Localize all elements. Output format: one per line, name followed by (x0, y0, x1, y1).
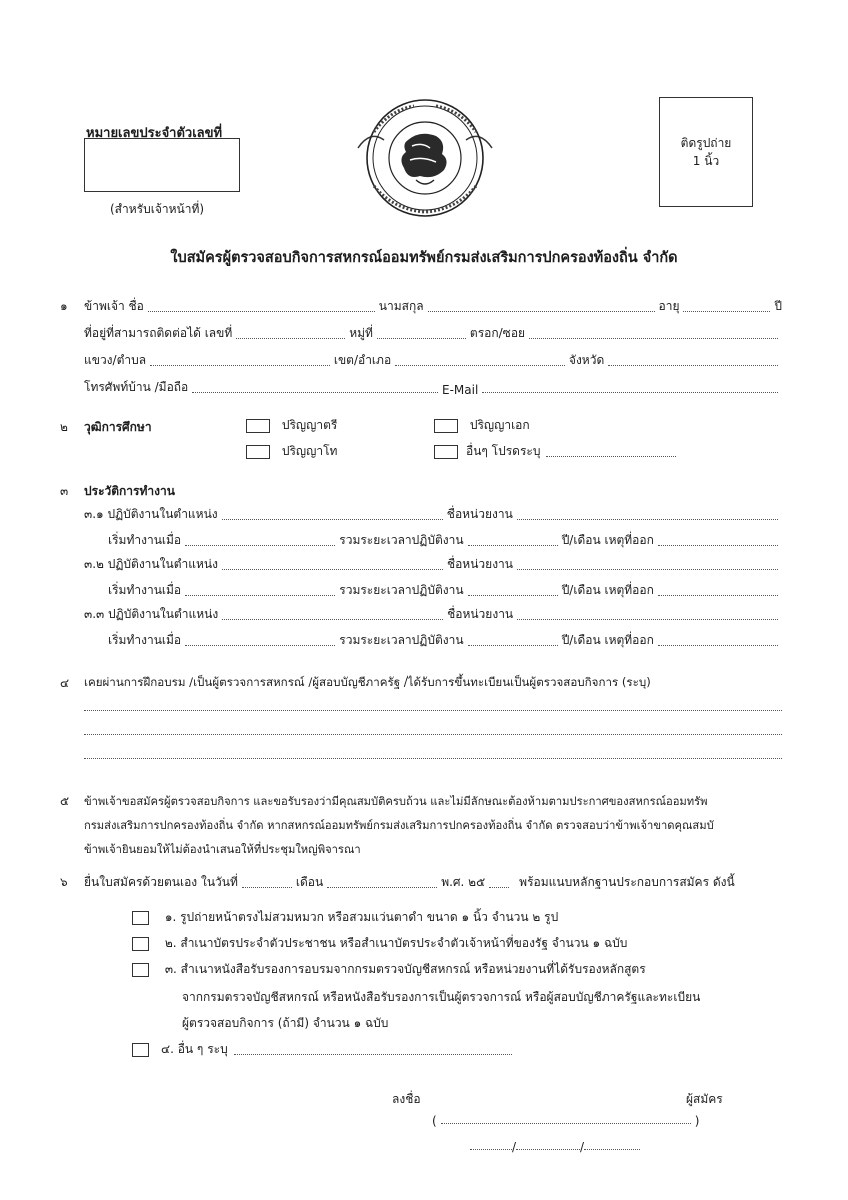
section1-row3 (84, 352, 782, 370)
first-name-field[interactable] (148, 311, 375, 312)
job1-start-field[interactable] (185, 545, 335, 546)
soi-label: ตรอก/ซอย (469, 326, 526, 340)
training-field-line2[interactable] (84, 734, 782, 735)
section6-tail: พร้อมแนบหลักฐานประกอบการสมัคร ดังนี้ (519, 875, 735, 889)
job1-total-field[interactable] (468, 545, 558, 546)
section6-year-label: พ.ศ. ๒๕ (441, 875, 486, 889)
attachment-1-checkbox[interactable] (132, 911, 149, 925)
attachment-2[interactable] (132, 934, 627, 953)
section6-number: ๖ (60, 875, 68, 889)
province-label: จังหวัด (568, 353, 605, 367)
attachment-3[interactable] (132, 960, 646, 979)
training-field-line3[interactable] (84, 758, 782, 759)
job2-detail-row (108, 582, 782, 600)
attachment-4-checkbox[interactable] (132, 1043, 149, 1057)
applicant-printed-name-field[interactable] (441, 1123, 691, 1124)
province-field[interactable] (608, 365, 778, 366)
job3-total-label: รวมระยะเวลาปฏิบัติงาน (339, 633, 464, 647)
attachment-4-field[interactable] (234, 1054, 512, 1055)
job3-position-field[interactable] (222, 619, 443, 620)
section1-row2 (84, 325, 782, 343)
job2-position-field[interactable] (222, 569, 443, 570)
address-number-field[interactable] (236, 338, 345, 339)
signature-date-row (470, 1140, 640, 1154)
job1-detail-row (108, 532, 782, 550)
attachment-2-checkbox[interactable] (132, 937, 149, 951)
attachment-4[interactable] (132, 1040, 512, 1059)
attachment-3-checkbox[interactable] (132, 963, 149, 977)
year-label: ปี (774, 299, 783, 313)
job3-position-label: ๓.๓ ปฏิบัติงานในตำแหน่ง (84, 607, 219, 621)
attachment-1-text: ๑. รูปถ่ายหน้าตรงไม่สวมหมวก หรือสวมแว่นตาดำ ขนาด ๑ นิ้ว จำนวน ๒ รูป (164, 910, 559, 924)
bachelor-label: ปริญญาตรี (281, 418, 338, 432)
sign-day-field[interactable] (470, 1149, 512, 1150)
name-label: ข้าพเจ้า ชื่อ (84, 299, 144, 313)
cooperative-seal (350, 96, 500, 220)
job1-total-label: รวมระยะเวลาปฏิบัติงาน (339, 533, 464, 547)
section1-number: ๑ (60, 299, 68, 313)
subdistrict-field[interactable] (150, 365, 330, 366)
photo-box[interactable] (659, 97, 753, 207)
sign-month-field[interactable] (516, 1149, 580, 1150)
district-field[interactable] (395, 365, 565, 366)
surname-field[interactable] (428, 311, 655, 312)
other-degree-option[interactable] (434, 442, 676, 461)
job1-row (84, 506, 782, 524)
photo-box-line1: ติดรูปถ่าย (680, 136, 732, 150)
sign-year-field[interactable] (584, 1149, 640, 1150)
attachment-3-text: ๓. สำเนาหนังสือรับรองการอบรมจากกรมตรวจบัญชีสหกรณ์ หรือหน่วยงานที่ได้รับรองหลักสูตร (164, 962, 646, 976)
job2-total-field[interactable] (468, 595, 558, 596)
job3-reason-label: ปี/เดือน เหตุที่ออก (561, 633, 654, 647)
id-number-field[interactable] (84, 138, 240, 192)
job2-total-label: รวมระยะเวลาปฏิบัติงาน (339, 583, 464, 597)
page-title: ใบสมัครผู้ตรวจสอบกิจการสหกรณ์ออมทรัพย์กรมส่งเสริมการปกครองท้องถิ่น จำกัด (170, 250, 678, 266)
date-separator-1: / (512, 1140, 517, 1154)
job2-org-field[interactable] (517, 569, 778, 570)
attachment-3-cont2: ผู้ตรวจสอบกิจการ (ถ้ามี) จำนวน ๑ ฉบับ (182, 1016, 389, 1030)
attachment-2-text: ๒. สำเนาบัตรประจำตัวประชาชน หรือสำเนาบัตรประจำตัวเจ้าหน้าที่ของรัฐ จำนวน ๑ ฉบับ (164, 936, 628, 950)
phone-field[interactable] (192, 392, 438, 393)
section5-line3: ข้าพเจ้ายินยอมให้ไม่ต้องนำเสนอให้ที่ประชุมใหญ่พิจารณา (84, 843, 361, 856)
phone-label: โทรศัพท์บ้าน /มือถือ (84, 380, 189, 394)
job2-start-label: เริ่มทำงานเมื่อ (108, 583, 182, 597)
job3-start-field[interactable] (185, 645, 335, 646)
job1-start-label: เริ่มทำงานเมื่อ (108, 533, 182, 547)
job2-position-label: ๓.๒ ปฏิบัติงานในตำแหน่ง (84, 557, 218, 571)
district-label: เขต/อำเภอ (333, 353, 392, 367)
section6-row (60, 874, 780, 892)
email-label: E-Mail (441, 383, 479, 397)
name-close-paren: ) (694, 1114, 700, 1128)
submit-month-field[interactable] (327, 887, 437, 888)
other-degree-field[interactable] (546, 456, 676, 457)
subdistrict-label: แขวง/ตำบล (84, 353, 147, 367)
submit-year-field[interactable] (489, 887, 509, 888)
master-label: ปริญญาโท (281, 444, 338, 458)
job3-org-label: ชื่อหน่วยงาน (447, 607, 514, 621)
section3-number: ๓ (60, 484, 69, 498)
section4-number: ๔ (60, 676, 70, 690)
job2-start-field[interactable] (185, 595, 335, 596)
section3-title: ประวัติการทำงาน (84, 484, 175, 498)
job3-total-field[interactable] (468, 645, 558, 646)
id-number-label: หมายเลขประจำตัวเลขที่ (86, 126, 223, 141)
applicant-label: ผู้สมัคร (686, 1092, 723, 1106)
age-field[interactable] (683, 311, 770, 312)
section6-month-label: เดือน (295, 875, 324, 889)
section5-line1: ข้าพเจ้าขอสมัครผู้ตรวจสอบกิจการ และขอรับรองว่ามีคุณสมบัติครบถ้วน และไม่มีลักษณะต้องห้ามตามประกาศของสหกรณ์ออมทรัพ (84, 795, 708, 808)
section4-text: เคยผ่านการฝึกอบรม /เป็นผู้ตรวจการสหกรณ์ /ผู้สอบบัญชีภาครัฐ /ได้รับการขึ้นทะเบียนเป็นผู้ตรวจสอบกิจการ (ระบุ) (84, 675, 651, 689)
master-checkbox[interactable] (246, 445, 270, 459)
job3-detail-row (108, 632, 782, 650)
job2-org-label: ชื่อหน่วยงาน (446, 557, 513, 571)
section6-lead: ยื่นใบสมัครด้วยตนเอง ในวันที่ (84, 875, 238, 889)
other-degree-label: อื่นๆ โปรดระบุ (466, 444, 541, 458)
moo-field[interactable] (377, 338, 466, 339)
job1-org-field[interactable] (517, 519, 778, 520)
signature-name-row (432, 1114, 699, 1128)
job1-position-field[interactable] (222, 519, 443, 520)
job1-org-label: ชื่อหน่วยงาน (446, 507, 513, 521)
id-number-note: (สำหรับเจ้าหน้าที่) (110, 202, 205, 216)
attachment-4-text: ๔. อื่น ๆ ระบุ (161, 1042, 228, 1056)
section5-number: ๕ (60, 794, 70, 808)
submit-day-field[interactable] (242, 887, 292, 888)
bachelor-checkbox[interactable] (246, 419, 270, 433)
job3-start-label: เริ่มทำงานเมื่อ (108, 633, 182, 647)
signature-label: ลงชื่อ (392, 1092, 421, 1106)
job1-position-label: ๓.๑ ปฏิบัติงานในตำแหน่ง (84, 507, 218, 521)
section5-line2: กรมส่งเสริมการปกครองท้องถิ่น จำกัด หากสหกรณ์ออมทรัพย์กรมส่งเสริมการปกครองท้องถิ่น จำกัด ตรวจสอบว่าข้าพเจ้าขาดคุณสมบั (84, 819, 714, 832)
master-option[interactable] (246, 442, 337, 461)
email-field[interactable] (482, 392, 778, 393)
attachment-3-cont1: จากกรมตรวจบัญชีสหกรณ์ หรือหนังสือรับรองการเป็นผู้ตรวจการณ์ หรือผู้สอบบัญชีภาครัฐและทะเบียน (182, 990, 701, 1004)
soi-field[interactable] (529, 338, 778, 339)
doctorate-checkbox[interactable] (434, 419, 458, 433)
job1-reason-label: ปี/เดือน เหตุที่ออก (561, 533, 654, 547)
job3-row (84, 606, 782, 624)
photo-box-line2: 1 นิ้ว (692, 154, 720, 168)
job2-row (84, 556, 782, 574)
address-label: ที่อยู่ที่สามารถติดต่อได้ เลขที่ (84, 326, 233, 340)
training-field-line1[interactable] (84, 710, 782, 711)
other-degree-checkbox[interactable] (434, 445, 458, 459)
surname-label: นามสกุล (378, 299, 424, 313)
attachment-1[interactable] (132, 908, 558, 927)
section1-row4 (84, 379, 782, 397)
moo-label: หมู่ที่ (349, 326, 373, 340)
section2-title: วุฒิการศึกษา (84, 420, 152, 434)
job2-reason-label: ปี/เดือน เหตุที่ออก (561, 583, 654, 597)
section2-number: ๒ (60, 420, 68, 434)
job1-reason-field[interactable] (658, 545, 778, 546)
job2-reason-field[interactable] (658, 595, 778, 596)
name-open-paren: ( (432, 1114, 437, 1128)
age-label: อายุ (658, 299, 680, 313)
doctorate-label: ปริญญาเอก (469, 418, 530, 432)
job3-reason-field[interactable] (658, 645, 778, 646)
job3-org-field[interactable] (517, 619, 778, 620)
doctorate-option[interactable] (434, 416, 530, 435)
section1-row1 (60, 298, 782, 316)
bachelor-option[interactable] (246, 416, 337, 435)
date-separator-2: / (580, 1140, 585, 1154)
